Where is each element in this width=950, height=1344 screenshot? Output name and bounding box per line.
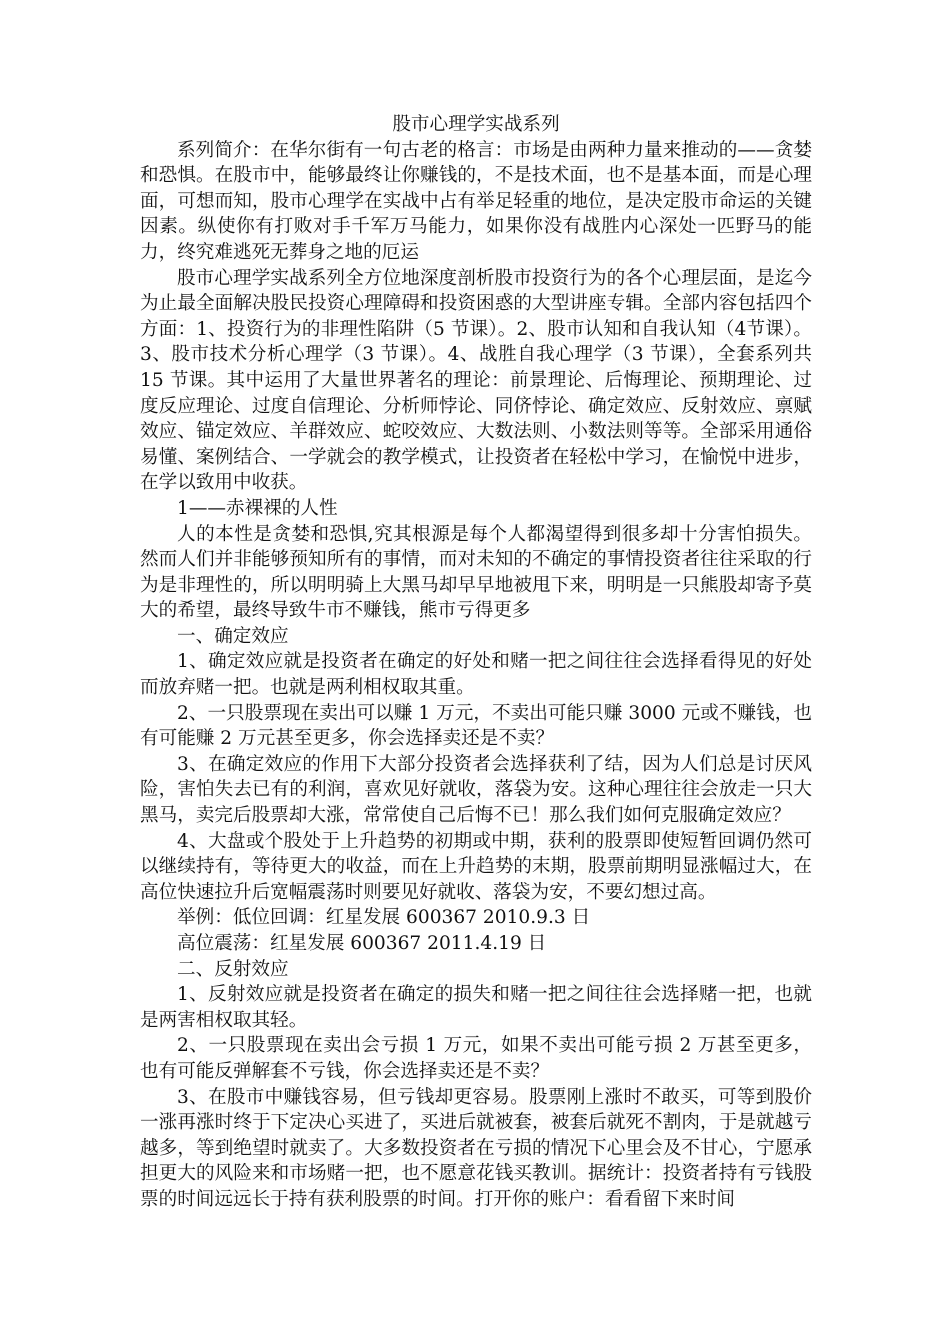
certainty-point-2: 2、一只股票现在卖出可以赚 1 万元，不卖出可能只赚 3000 元或不赚钱，也有可能赚 2 万元甚至更多，你会选择卖还是不卖？ xyxy=(140,702,812,750)
document-title: 股市心理学实战系列 xyxy=(392,114,560,135)
section-heading-certainty-effect: 一、确定效应 xyxy=(177,625,289,647)
certainty-point-4: 4、大盘或个股处于上升趋势的初期或中期，获利的股票即使短暂回调仍然可以继续持有，等待更大的收益，而在上升趋势的末期，股票前期明显涨幅过大，在高位快速拉升后宽幅震荡时则要见好就收、落袋为安，不要幻想过高。 xyxy=(140,830,812,903)
reflection-point-3: 3、在股市中赚钱容易，但亏钱却更容易。股票刚上涨时不敢买，可等到股价一涨再涨时终于下定决心买进了，买进后就被套，被套后就死不割肉，于是就越亏越多，等到绝望时就卖了。大多数投资者在亏损的情况下心里会及不甘心，宁愿承担更大的风险来和市场赌一把，也不愿意花钱买教训。据统计：投资者持有亏钱股票的时间远远长于持有获利股票的时间。打开你的账户：看看留下来时间 xyxy=(140,1086,812,1210)
example-line-low: 举例：低位回调：红星发展 600367 2010.9.3 日 xyxy=(177,907,591,929)
series-intro-paragraph: 系列简介：在华尔街有一句古老的格言：市场是由两种力量来推动的——贪婪和恐惧。在股市中，能够最终让你赚钱的，不是技术面，也不是基本面，而是心理面，可想而知，股市心理学在实战中占有举足轻重的地位，是决定股市命运的关键因素。纵使你有打败对手千军万马能力，如果你没有战胜内心深处一匹野马的能力，终究难逃死无葬身之地的厄运 xyxy=(140,139,812,263)
reflection-point-2: 2、一只股票现在卖出会亏损 1 万元，如果不卖出可能亏损 2 万甚至更多，也有可能反弹解套不亏钱，你会选择卖还是不卖？ xyxy=(140,1035,812,1082)
document-page xyxy=(140,112,812,1213)
certainty-point-1: 1、确定效应就是投资者在确定的好处和赌一把之间往往会选择看得见的好处而放弃赌一把。也就是两利相权取其重。 xyxy=(140,651,812,699)
lesson-heading: 1——赤裸裸的人性 xyxy=(177,497,338,519)
reflection-point-1: 1、反射效应就是投资者在确定的损失和赌一把之间往往会选择赌一把，也就是两害相权取其轻。 xyxy=(140,984,812,1031)
certainty-point-3: 3、在确定效应的作用下大部分投资者会选择获利了结，因为人们总是讨厌风险，害怕失去已有的利润，喜欢见好就收，落袋为安。这种心理往往会放走一只大黑马，卖完后股票却大涨，常常使自己后悔不已！那么我们如何克服确定效应？ xyxy=(140,753,812,827)
human-nature-paragraph: 人的本性是贪婪和恐惧,究其根源是每个人都渴望得到很多却十分害怕损失。然而人们并非能够预知所有的事情，而对未知的不确定的事情投资者往往采取的行为是非理性的，所以明明骑上大黑马却早早地被甩下来，明明是一只熊股却寄予莫大的希望，最终导致牛市不赚钱，熊市亏得更多 xyxy=(140,523,812,622)
series-overview-paragraph: 股市心理学实战系列全方位地深度剖析股市投资行为的各个心理层面，是迄今为止最全面解决股民投资心理障碍和投资困惑的大型讲座专辑。全部内容包括四个方面：1、投资行为的非理性陷阱（5 节课）。2、股市认知和自我认知（4节课）。3、股市技术分析心理学（3 节课）。4、战胜自我心理学（3 节课），全套系列共 15 节课。其中运用了大量世界著名的理论：前景理论、后悔理论、预期理论、过度反应理论、过度自信理论、分析师悖论、同侪悖论、确定效应、反射效应、禀赋效应、锚定效应、羊群效应、蛇咬效应、大数法则、小数法则等等。全部采用通俗易懂、案例结合、一学就会的教学模式，让投资者在轻松中学习，在愉悦中进步，在学以致用中收获。 xyxy=(140,267,812,494)
example-line-high: 高位震荡：红星发展 600367 2011.4.19 日 xyxy=(177,933,547,954)
section-heading-reflection-effect: 二、反射效应 xyxy=(177,958,289,980)
